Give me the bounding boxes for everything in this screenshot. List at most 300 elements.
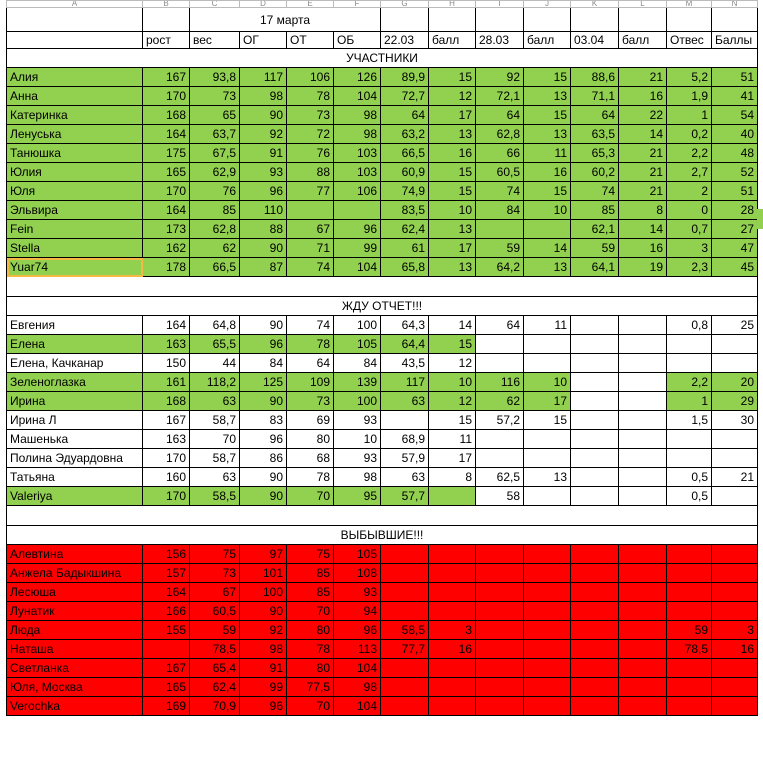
value-cell[interactable]	[667, 449, 712, 468]
participant-name-cell[interactable]: Ирина	[7, 392, 143, 411]
value-cell[interactable]: 8	[429, 468, 476, 487]
value-cell[interactable]: 99	[240, 678, 287, 697]
value-cell[interactable]: 178	[143, 258, 190, 277]
value-cell[interactable]	[571, 335, 619, 354]
value-cell[interactable]: 11	[429, 430, 476, 449]
value-cell[interactable]: 67,5	[190, 144, 240, 163]
value-cell[interactable]: 118,2	[190, 373, 240, 392]
value-cell[interactable]: 63	[190, 468, 240, 487]
value-cell[interactable]: 14	[619, 220, 667, 239]
value-cell[interactable]: 20	[712, 373, 758, 392]
value-cell[interactable]	[571, 487, 619, 506]
value-cell[interactable]: 164	[143, 125, 190, 144]
value-cell[interactable]	[524, 430, 571, 449]
value-cell[interactable]: 62,9	[190, 163, 240, 182]
value-cell[interactable]: 104	[334, 258, 381, 277]
value-cell[interactable]: 2,2	[667, 144, 712, 163]
value-cell[interactable]: 156	[143, 545, 190, 564]
value-cell[interactable]: 98	[334, 125, 381, 144]
value-cell[interactable]	[619, 449, 667, 468]
value-cell[interactable]: 60,2	[571, 163, 619, 182]
header-empty-cell[interactable]	[7, 8, 143, 32]
value-cell[interactable]	[381, 697, 429, 716]
value-cell[interactable]: 15	[429, 68, 476, 87]
value-cell[interactable]: 67	[287, 220, 334, 239]
value-cell[interactable]: 74	[571, 182, 619, 201]
participant-name-cell[interactable]: Stella	[7, 239, 143, 258]
value-cell[interactable]: 70	[190, 430, 240, 449]
value-cell[interactable]: 0,2	[667, 125, 712, 144]
value-cell[interactable]: 51	[712, 182, 758, 201]
value-cell[interactable]: 157	[143, 564, 190, 583]
value-cell[interactable]: 10	[429, 373, 476, 392]
value-cell[interactable]: 58	[476, 487, 524, 506]
value-cell[interactable]: 11	[524, 316, 571, 335]
value-cell[interactable]	[476, 220, 524, 239]
participant-name-cell[interactable]: Елена, Качканар	[7, 354, 143, 373]
value-cell[interactable]: 21	[619, 144, 667, 163]
value-cell[interactable]: 70	[287, 487, 334, 506]
value-cell[interactable]	[712, 449, 758, 468]
header-empty-cell[interactable]	[476, 8, 524, 32]
value-cell[interactable]	[619, 564, 667, 583]
value-cell[interactable]	[476, 640, 524, 659]
participant-name-cell[interactable]: Танюшка	[7, 144, 143, 163]
value-cell[interactable]	[429, 545, 476, 564]
value-cell[interactable]: 15	[524, 411, 571, 430]
value-cell[interactable]: 85	[287, 583, 334, 602]
value-cell[interactable]	[381, 545, 429, 564]
participant-name-cell[interactable]: Verochka	[7, 697, 143, 716]
value-cell[interactable]: 90	[240, 468, 287, 487]
value-cell[interactable]: 91	[240, 659, 287, 678]
value-cell[interactable]: 66,5	[190, 258, 240, 277]
column-header[interactable]: ОБ	[334, 32, 381, 49]
value-cell[interactable]: 17	[429, 106, 476, 125]
value-cell[interactable]: 75	[287, 545, 334, 564]
value-cell[interactable]: 78,5	[190, 640, 240, 659]
participant-name-cell[interactable]: Юлия	[7, 163, 143, 182]
participant-name-cell[interactable]: Valeriya	[7, 487, 143, 506]
value-cell[interactable]: 21	[619, 68, 667, 87]
participant-name-cell[interactable]: Светланка	[7, 659, 143, 678]
value-cell[interactable]	[619, 678, 667, 697]
value-cell[interactable]: 90	[240, 239, 287, 258]
column-letter[interactable]: B	[143, 1, 190, 8]
value-cell[interactable]: 88	[287, 163, 334, 182]
value-cell[interactable]: 62,8	[190, 220, 240, 239]
value-cell[interactable]	[619, 640, 667, 659]
value-cell[interactable]: 71	[287, 239, 334, 258]
column-letter[interactable]: F	[334, 1, 381, 8]
value-cell[interactable]: 96	[240, 430, 287, 449]
value-cell[interactable]: 65,3	[571, 144, 619, 163]
value-cell[interactable]: 44	[190, 354, 240, 373]
value-cell[interactable]: 80	[287, 430, 334, 449]
value-cell[interactable]	[712, 545, 758, 564]
value-cell[interactable]: 17	[524, 392, 571, 411]
participant-name-cell[interactable]: Анжела Бадыкшина	[7, 564, 143, 583]
value-cell[interactable]: 74,9	[381, 182, 429, 201]
value-cell[interactable]: 100	[240, 583, 287, 602]
value-cell[interactable]: 73	[287, 106, 334, 125]
value-cell[interactable]	[667, 564, 712, 583]
value-cell[interactable]: 8	[619, 201, 667, 220]
value-cell[interactable]	[619, 545, 667, 564]
value-cell[interactable]: 60,9	[381, 163, 429, 182]
value-cell[interactable]: 62,1	[571, 220, 619, 239]
value-cell[interactable]: 16	[619, 87, 667, 106]
value-cell[interactable]	[524, 602, 571, 621]
value-cell[interactable]: 87	[240, 258, 287, 277]
value-cell[interactable]: 0,5	[667, 468, 712, 487]
value-cell[interactable]: 104	[334, 87, 381, 106]
value-cell[interactable]: 117	[240, 68, 287, 87]
value-cell[interactable]: 150	[143, 354, 190, 373]
value-cell[interactable]: 90	[240, 392, 287, 411]
value-cell[interactable]	[476, 449, 524, 468]
value-cell[interactable]: 14	[619, 125, 667, 144]
value-cell[interactable]: 16	[429, 144, 476, 163]
value-cell[interactable]: 105	[334, 545, 381, 564]
value-cell[interactable]: 64	[476, 106, 524, 125]
value-cell[interactable]: 16	[619, 239, 667, 258]
value-cell[interactable]: 59	[476, 239, 524, 258]
value-cell[interactable]: 85	[287, 564, 334, 583]
value-cell[interactable]: 106	[334, 182, 381, 201]
value-cell[interactable]: 92	[476, 68, 524, 87]
value-cell[interactable]: 164	[143, 201, 190, 220]
value-cell[interactable]: 78	[287, 87, 334, 106]
value-cell[interactable]: 62,4	[190, 678, 240, 697]
value-cell[interactable]: 77	[287, 182, 334, 201]
value-cell[interactable]	[712, 564, 758, 583]
value-cell[interactable]	[619, 392, 667, 411]
participant-name-cell[interactable]: Алия	[7, 68, 143, 87]
spreadsheet-grid[interactable]	[6, 0, 758, 716]
value-cell[interactable]: 83	[240, 411, 287, 430]
value-cell[interactable]: 84	[240, 354, 287, 373]
value-cell[interactable]	[571, 697, 619, 716]
value-cell[interactable]: 62	[190, 239, 240, 258]
column-header[interactable]: 03.04	[571, 32, 619, 49]
value-cell[interactable]: 60,5	[190, 602, 240, 621]
value-cell[interactable]: 166	[143, 602, 190, 621]
value-cell[interactable]: 167	[143, 411, 190, 430]
value-cell[interactable]: 70	[287, 602, 334, 621]
column-letter[interactable]: G	[381, 1, 429, 8]
value-cell[interactable]	[712, 678, 758, 697]
participant-name-cell[interactable]: Эльвира	[7, 201, 143, 220]
value-cell[interactable]	[524, 678, 571, 697]
value-cell[interactable]: 25	[712, 316, 758, 335]
value-cell[interactable]: 170	[143, 487, 190, 506]
value-cell[interactable]: 80	[287, 621, 334, 640]
header-empty-cell[interactable]	[619, 8, 667, 32]
value-cell[interactable]	[712, 659, 758, 678]
participant-name-cell[interactable]: Юля, Москва	[7, 678, 143, 697]
date-group-header[interactable]: 17 марта	[190, 8, 381, 32]
value-cell[interactable]: 43,5	[381, 354, 429, 373]
value-cell[interactable]: 86	[240, 449, 287, 468]
participant-name-cell[interactable]: Анна	[7, 87, 143, 106]
value-cell[interactable]: 17	[429, 239, 476, 258]
value-cell[interactable]: 2	[667, 182, 712, 201]
value-cell[interactable]: 70	[287, 697, 334, 716]
value-cell[interactable]: 13	[524, 468, 571, 487]
value-cell[interactable]: 21	[712, 468, 758, 487]
value-cell[interactable]	[524, 487, 571, 506]
value-cell[interactable]: 63	[381, 468, 429, 487]
column-header[interactable]: балл	[429, 32, 476, 49]
value-cell[interactable]: 10	[524, 201, 571, 220]
value-cell[interactable]: 93,8	[190, 68, 240, 87]
value-cell[interactable]	[571, 316, 619, 335]
value-cell[interactable]	[524, 545, 571, 564]
value-cell[interactable]	[381, 659, 429, 678]
value-cell[interactable]	[476, 621, 524, 640]
value-cell[interactable]: 52	[712, 163, 758, 182]
participant-name-cell[interactable]: Лесюша	[7, 583, 143, 602]
value-cell[interactable]: 100	[334, 392, 381, 411]
value-cell[interactable]: 72,7	[381, 87, 429, 106]
value-cell[interactable]: 59	[190, 621, 240, 640]
value-cell[interactable]: 175	[143, 144, 190, 163]
value-cell[interactable]	[476, 602, 524, 621]
value-cell[interactable]: 72	[287, 125, 334, 144]
value-cell[interactable]: 45	[712, 258, 758, 277]
header-empty-cell[interactable]	[571, 8, 619, 32]
value-cell[interactable]: 13	[524, 87, 571, 106]
participant-name-cell[interactable]: Лунатик	[7, 602, 143, 621]
value-cell[interactable]	[619, 316, 667, 335]
value-cell[interactable]	[667, 697, 712, 716]
value-cell[interactable]: 10	[429, 201, 476, 220]
value-cell[interactable]: 164	[143, 316, 190, 335]
value-cell[interactable]: 74	[287, 316, 334, 335]
value-cell[interactable]: 13	[429, 258, 476, 277]
value-cell[interactable]	[143, 640, 190, 659]
value-cell[interactable]: 47	[712, 239, 758, 258]
value-cell[interactable]: 63	[190, 392, 240, 411]
value-cell[interactable]: 1	[667, 106, 712, 125]
value-cell[interactable]: 41	[712, 87, 758, 106]
value-cell[interactable]: 12	[429, 87, 476, 106]
value-cell[interactable]: 162	[143, 239, 190, 258]
value-cell[interactable]	[571, 354, 619, 373]
value-cell[interactable]	[476, 697, 524, 716]
header-empty-cell[interactable]	[143, 8, 190, 32]
value-cell[interactable]: 93	[240, 163, 287, 182]
value-cell[interactable]	[667, 545, 712, 564]
value-cell[interactable]: 90	[240, 106, 287, 125]
value-cell[interactable]: 48	[712, 144, 758, 163]
value-cell[interactable]: 10	[334, 430, 381, 449]
value-cell[interactable]	[476, 678, 524, 697]
value-cell[interactable]	[524, 583, 571, 602]
value-cell[interactable]: 16	[712, 640, 758, 659]
value-cell[interactable]	[712, 583, 758, 602]
value-cell[interactable]: 98	[334, 106, 381, 125]
column-letter[interactable]: A	[7, 1, 143, 8]
value-cell[interactable]: 15	[524, 68, 571, 87]
value-cell[interactable]: 3	[667, 239, 712, 258]
value-cell[interactable]: 22	[619, 106, 667, 125]
value-cell[interactable]	[524, 449, 571, 468]
value-cell[interactable]	[571, 430, 619, 449]
value-cell[interactable]: 170	[143, 182, 190, 201]
value-cell[interactable]: 14	[524, 239, 571, 258]
value-cell[interactable]	[476, 545, 524, 564]
value-cell[interactable]: 13	[429, 125, 476, 144]
value-cell[interactable]	[429, 678, 476, 697]
value-cell[interactable]: 2,3	[667, 258, 712, 277]
value-cell[interactable]: 161	[143, 373, 190, 392]
value-cell[interactable]: 92	[240, 621, 287, 640]
value-cell[interactable]: 108	[334, 564, 381, 583]
value-cell[interactable]	[712, 697, 758, 716]
value-cell[interactable]: 90	[240, 602, 287, 621]
value-cell[interactable]: 173	[143, 220, 190, 239]
value-cell[interactable]: 73	[190, 564, 240, 583]
value-cell[interactable]: 94	[334, 602, 381, 621]
value-cell[interactable]: 69	[287, 411, 334, 430]
value-cell[interactable]	[571, 373, 619, 392]
value-cell[interactable]: 5,2	[667, 68, 712, 87]
value-cell[interactable]: 168	[143, 106, 190, 125]
value-cell[interactable]: 15	[429, 182, 476, 201]
value-cell[interactable]: 106	[287, 68, 334, 87]
value-cell[interactable]: 64,1	[571, 258, 619, 277]
value-cell[interactable]: 113	[334, 640, 381, 659]
value-cell[interactable]: 109	[287, 373, 334, 392]
value-cell[interactable]: 64,3	[381, 316, 429, 335]
value-cell[interactable]: 13	[524, 125, 571, 144]
value-cell[interactable]: 163	[143, 430, 190, 449]
value-cell[interactable]	[381, 411, 429, 430]
value-cell[interactable]	[524, 564, 571, 583]
column-letter[interactable]: D	[240, 1, 287, 8]
value-cell[interactable]: 64,2	[476, 258, 524, 277]
value-cell[interactable]: 58,5	[190, 487, 240, 506]
value-cell[interactable]	[524, 354, 571, 373]
value-cell[interactable]	[571, 583, 619, 602]
value-cell[interactable]	[667, 659, 712, 678]
value-cell[interactable]	[381, 564, 429, 583]
value-cell[interactable]	[524, 640, 571, 659]
value-cell[interactable]: 1,5	[667, 411, 712, 430]
value-cell[interactable]: 16	[524, 163, 571, 182]
value-cell[interactable]: 92	[240, 125, 287, 144]
value-cell[interactable]: 63,5	[571, 125, 619, 144]
section-title-waiting[interactable]: ЖДУ ОТЧЕТ!!!	[7, 297, 758, 316]
value-cell[interactable]: 65	[190, 106, 240, 125]
value-cell[interactable]	[712, 335, 758, 354]
column-header[interactable]: ОГ	[240, 32, 287, 49]
header-empty-cell[interactable]	[667, 8, 712, 32]
header-empty-cell[interactable]	[712, 8, 758, 32]
value-cell[interactable]	[524, 659, 571, 678]
value-cell[interactable]: 76	[287, 144, 334, 163]
value-cell[interactable]	[667, 678, 712, 697]
value-cell[interactable]	[476, 335, 524, 354]
value-cell[interactable]	[619, 373, 667, 392]
column-letter[interactable]: L	[619, 1, 667, 8]
participant-name-cell[interactable]: Зеленоглазка	[7, 373, 143, 392]
value-cell[interactable]	[287, 201, 334, 220]
value-cell[interactable]: 168	[143, 392, 190, 411]
value-cell[interactable]: 155	[143, 621, 190, 640]
value-cell[interactable]: 65,8	[381, 258, 429, 277]
value-cell[interactable]: 80	[287, 659, 334, 678]
value-cell[interactable]	[667, 354, 712, 373]
column-letter[interactable]: H	[429, 1, 476, 8]
section-title-participants[interactable]: УЧАСТНИКИ	[7, 49, 758, 68]
value-cell[interactable]	[524, 697, 571, 716]
participant-name-cell[interactable]: Полина Эдуардовна	[7, 449, 143, 468]
value-cell[interactable]	[619, 411, 667, 430]
value-cell[interactable]	[712, 602, 758, 621]
value-cell[interactable]	[571, 468, 619, 487]
value-cell[interactable]: 15	[429, 335, 476, 354]
value-cell[interactable]: 0,5	[667, 487, 712, 506]
value-cell[interactable]	[571, 545, 619, 564]
participant-name-cell[interactable]: Fein	[7, 220, 143, 239]
value-cell[interactable]: 169	[143, 697, 190, 716]
value-cell[interactable]: 98	[240, 640, 287, 659]
value-cell[interactable]: 65,5	[190, 335, 240, 354]
value-cell[interactable]: 57,2	[476, 411, 524, 430]
value-cell[interactable]: 62	[476, 392, 524, 411]
value-cell[interactable]	[429, 659, 476, 678]
value-cell[interactable]: 96	[240, 697, 287, 716]
column-header[interactable]: 28.03	[476, 32, 524, 49]
value-cell[interactable]	[619, 697, 667, 716]
value-cell[interactable]: 63,7	[190, 125, 240, 144]
value-cell[interactable]: 27	[712, 220, 758, 239]
value-cell[interactable]: 64	[381, 106, 429, 125]
value-cell[interactable]: 101	[240, 564, 287, 583]
value-cell[interactable]: 125	[240, 373, 287, 392]
value-cell[interactable]: 68	[287, 449, 334, 468]
value-cell[interactable]: 73	[287, 392, 334, 411]
value-cell[interactable]: 58,7	[190, 411, 240, 430]
value-cell[interactable]: 59	[571, 239, 619, 258]
value-cell[interactable]: 13	[429, 220, 476, 239]
value-cell[interactable]: 164	[143, 583, 190, 602]
value-cell[interactable]: 21	[619, 182, 667, 201]
value-cell[interactable]: 57,9	[381, 449, 429, 468]
value-cell[interactable]	[619, 583, 667, 602]
value-cell[interactable]: 117	[381, 373, 429, 392]
participant-name-cell[interactable]: Татьяна	[7, 468, 143, 487]
value-cell[interactable]: 1,9	[667, 87, 712, 106]
participant-name-cell[interactable]: Ленуська	[7, 125, 143, 144]
value-cell[interactable]: 96	[240, 335, 287, 354]
value-cell[interactable]: 51	[712, 68, 758, 87]
participant-name-cell[interactable]: Катеринка	[7, 106, 143, 125]
value-cell[interactable]: 170	[143, 449, 190, 468]
value-cell[interactable]: 103	[334, 163, 381, 182]
value-cell[interactable]: 64,8	[190, 316, 240, 335]
value-cell[interactable]	[429, 487, 476, 506]
value-cell[interactable]	[571, 678, 619, 697]
value-cell[interactable]: 17	[429, 449, 476, 468]
value-cell[interactable]: 167	[143, 68, 190, 87]
value-cell[interactable]: 96	[334, 621, 381, 640]
value-cell[interactable]: 116	[476, 373, 524, 392]
column-letter[interactable]: N	[712, 1, 758, 8]
